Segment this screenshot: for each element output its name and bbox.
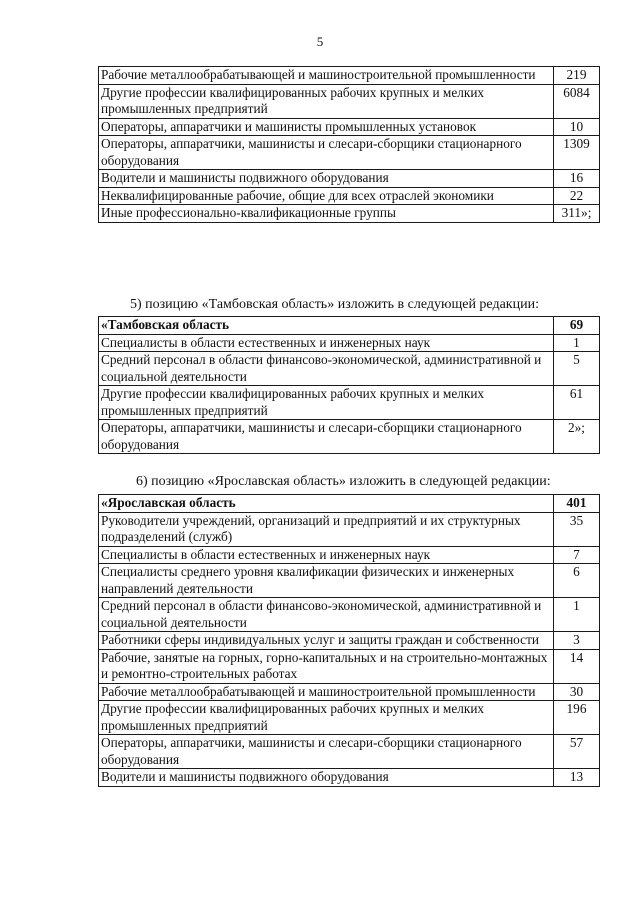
occupation-count: 61: [554, 386, 600, 420]
amendment-paragraph-6: 6) позицию «Ярославская область» изложить в следующей редакции:: [136, 474, 551, 489]
occupation-count: 196: [554, 701, 600, 735]
table-row: [99, 701, 600, 735]
table-row: [99, 170, 600, 188]
table-row: [99, 420, 600, 454]
table-row: [99, 352, 600, 386]
occupation-count: 5: [554, 352, 600, 386]
table-row: [99, 386, 600, 420]
table-row: [99, 118, 600, 136]
table-row: [99, 632, 600, 650]
occupation-label: Специалисты в области естественных и инженерных наук: [99, 546, 554, 564]
occupation-label: Руководители учреждений, организаций и предприятий и их структурных подразделений (служб): [99, 512, 554, 546]
occupation-count: 7: [554, 546, 600, 564]
occupation-count: 14: [554, 649, 600, 683]
table-row: [99, 546, 600, 564]
table-row: [99, 136, 600, 170]
table-row: [99, 598, 600, 632]
occupation-table-continued: [98, 66, 600, 223]
occupation-count: 1: [554, 334, 600, 352]
table-row: [99, 84, 600, 118]
table-row: [99, 683, 600, 701]
occupation-count: 2»;: [554, 420, 600, 454]
occupation-label: Неквалифицированные рабочие, общие для всех отраслей экономики: [99, 187, 554, 205]
occupation-label: Иные профессионально-квалификационные группы: [99, 205, 554, 223]
table-row: [99, 187, 600, 205]
table-header-row: [99, 317, 600, 335]
occupation-count: 16: [554, 170, 600, 188]
occupation-label: Средний персонал в области финансово-экономической, административной и социальной деятельности: [99, 352, 554, 386]
yaroslavl-region-table: [98, 494, 600, 787]
region-total: 69: [554, 317, 600, 335]
occupation-count: 6084: [554, 84, 600, 118]
occupation-label: Операторы, аппаратчики, машинисты и слесари-сборщики стационарного оборудования: [99, 735, 554, 769]
table-row: [99, 769, 600, 787]
occupation-count: 3: [554, 632, 600, 650]
occupation-label: Операторы, аппаратчики, машинисты и слесари-сборщики стационарного оборудования: [99, 420, 554, 454]
occupation-label: Другие профессии квалифицированных рабочих крупных и мелких промышленных предприятий: [99, 386, 554, 420]
occupation-label: Работники сферы индивидуальных услуг и защиты граждан и собственности: [99, 632, 554, 650]
occupation-count: 219: [554, 67, 600, 85]
region-name: «Ярославская область: [99, 495, 554, 513]
occupation-count: 10: [554, 118, 600, 136]
occupation-label: Специалисты среднего уровня квалификации физических и инженерных направлений деятельности: [99, 564, 554, 598]
occupation-label: Специалисты в области естественных и инженерных наук: [99, 334, 554, 352]
occupation-label: Другие профессии квалифицированных рабочих крупных и мелких промышленных предприятий: [99, 84, 554, 118]
table-header-row: [99, 495, 600, 513]
table-row: [99, 205, 600, 223]
occupation-label: Другие профессии квалифицированных рабочих крупных и мелких промышленных предприятий: [99, 701, 554, 735]
occupation-label: Средний персонал в области финансово-экономической, административной и социальной деятельности: [99, 598, 554, 632]
table-row: [99, 512, 600, 546]
occupation-label: Рабочие металлообрабатывающей и машиностроительной промышленности: [99, 683, 554, 701]
occupation-label: Водители и машинисты подвижного оборудования: [99, 769, 554, 787]
occupation-count: 1: [554, 598, 600, 632]
occupation-count: 311»;: [554, 205, 600, 223]
occupation-label: Водители и машинисты подвижного оборудования: [99, 170, 554, 188]
occupation-count: 35: [554, 512, 600, 546]
table-row: [99, 735, 600, 769]
occupation-label: Рабочие металлообрабатывающей и машиностроительной промышленности: [99, 67, 554, 85]
table-row: [99, 334, 600, 352]
occupation-label: Операторы, аппаратчики и машинисты промышленных установок: [99, 118, 554, 136]
occupation-count: 6: [554, 564, 600, 598]
table-row: [99, 649, 600, 683]
occupation-count: 57: [554, 735, 600, 769]
occupation-count: 22: [554, 187, 600, 205]
occupation-label: Операторы, аппаратчики, машинисты и слесари-сборщики стационарного оборудования: [99, 136, 554, 170]
tambov-region-table: [98, 316, 600, 454]
region-name: «Тамбовская область: [99, 317, 554, 335]
region-total: 401: [554, 495, 600, 513]
page-number: 5: [316, 34, 324, 49]
occupation-label: Рабочие, занятые на горных, горно-капитальных и на строительно-монтажных и ремонтно-строительных работах: [99, 649, 554, 683]
table-row: [99, 67, 600, 85]
occupation-count: 13: [554, 769, 600, 787]
occupation-count: 30: [554, 683, 600, 701]
table-row: [99, 564, 600, 598]
amendment-paragraph-5: 5) позицию «Тамбовская область» изложить в следующей редакции:: [130, 297, 539, 312]
occupation-count: 1309: [554, 136, 600, 170]
